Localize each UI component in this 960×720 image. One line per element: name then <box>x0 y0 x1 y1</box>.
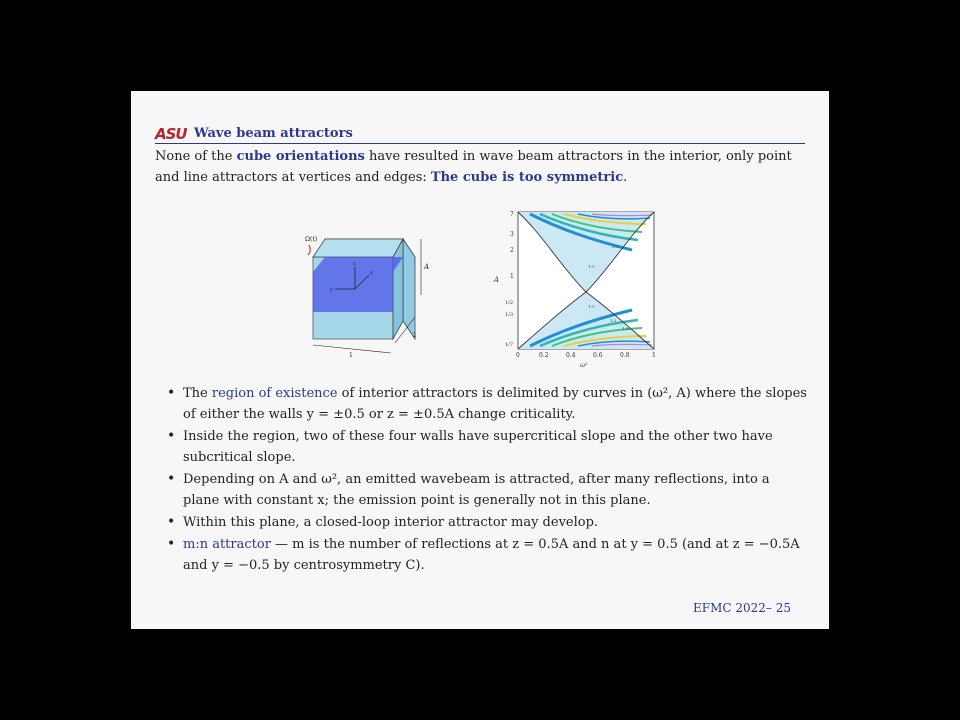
axis-y-label: y <box>330 287 333 293</box>
bullet-item <box>167 534 807 576</box>
attractor-link[interactable]: m:n attractor <box>183 537 271 552</box>
region-of-existence-link[interactable]: region of existence <box>211 386 338 401</box>
intro-part: None of the <box>155 149 237 164</box>
region-label: 1:1 <box>588 304 595 309</box>
bullet-item: • Within this plane, a closed-loop interior attractor may develop. <box>167 512 807 533</box>
y-axis-label: A <box>494 276 500 284</box>
y-tick-label: 3 <box>510 231 514 238</box>
region-label: 1:1 <box>588 264 595 269</box>
x-tick-label: 0.4 <box>566 352 576 359</box>
x-tick-label: 0 <box>516 352 520 359</box>
x-axis-label: ω² <box>580 362 588 369</box>
bullet-text: of interior attractors is delimited by curves in (ω², A) where the slopes of either the walls y = ±0.5 or z = ±0.5A change criticality. <box>183 386 807 422</box>
bullet-list <box>167 383 807 577</box>
y-tick-label: 1/2 <box>505 300 514 306</box>
x-tick-label: 0.6 <box>593 352 603 359</box>
y-tick-label: 7 <box>510 211 514 218</box>
rotation-arrow-icon <box>308 245 310 255</box>
region-label: 1:2 <box>610 318 617 323</box>
slide-footer: EFMC 2022– 25 <box>693 601 791 615</box>
bullet-text: — m is the number of reflections at z = 0.5A and n at y = 0.5 (and at z = −0.5A and y = −0.5 by centrosymmetry C). <box>183 537 800 573</box>
region-label: 2:1 <box>612 244 619 249</box>
cube-figure <box>303 227 443 357</box>
intro-part: . <box>623 170 628 185</box>
bullet-item: • Depending on A and ω², an emitted wavebeam is attracted, after many reflections, into a plane with constant x; the emission point is generally not in this plane. <box>167 469 807 511</box>
intro-text <box>155 146 805 188</box>
y-tick-label: 2 <box>510 247 514 254</box>
bullet-text: The <box>183 386 212 401</box>
attractor-region-chart <box>492 210 662 370</box>
width-label: 1 <box>349 352 353 357</box>
slide <box>131 91 829 629</box>
intro-highlight-orientations: cube orientations <box>236 149 365 164</box>
intro-highlight-symmetric: The cube is too symmetric <box>430 170 624 185</box>
omega-label: Ω(t) <box>305 236 318 243</box>
slide-header <box>155 125 805 144</box>
asu-logo: ASU <box>155 125 187 143</box>
intro-part: have resulted in wave beam attractors in the interior, only point and line attractors at vertices and edges: <box>155 149 792 185</box>
y-tick-label: 1/3 <box>505 312 514 318</box>
axis-z-label: z <box>353 261 356 267</box>
bullet-item <box>167 383 807 425</box>
x-tick-label: 0.8 <box>620 352 630 359</box>
region-label: 1:3 <box>622 326 629 331</box>
depth-label: 1 <box>413 332 417 339</box>
axis-x-label: x <box>370 270 373 276</box>
slide-title: Wave beam attractors <box>194 126 353 141</box>
bullet-item: • Inside the region, two of these four walls have supercritical slope and the other two have subcritical slope. <box>167 426 807 468</box>
x-tick-label: 1 <box>652 352 656 359</box>
y-tick-label: 1 <box>510 273 514 280</box>
x-tick-label: 0.2 <box>539 352 549 359</box>
height-label: A <box>424 263 430 271</box>
y-tick-label: 1/7 <box>505 342 514 348</box>
